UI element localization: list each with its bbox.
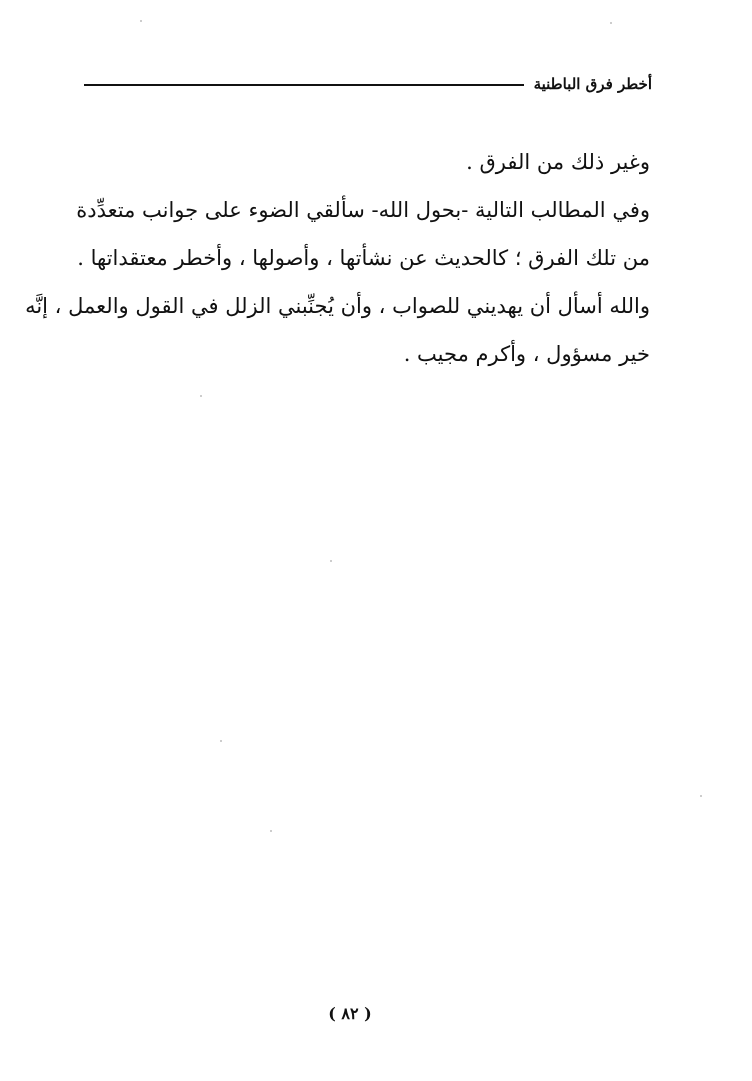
text-line: من تلك الفرق ؛ كالحديث عن نشأتها ، وأصولها ، وأخطر معتقداتها . [77,246,650,270]
text-line: وغير ذلك من الفرق . [466,150,650,174]
scan-speck [270,830,272,832]
running-header [84,66,652,102]
page-number: ( ٨٢ ) [328,1004,372,1023]
text-line: خير مسؤول ، وأكرم مجيب . [403,342,650,366]
scan-speck [200,395,202,397]
body-text [25,138,650,378]
scan-speck [700,795,702,797]
header-rule [84,84,524,86]
scan-speck [610,22,612,24]
scan-speck [330,560,332,562]
text-line: والله أسأل أن يهديني للصواب ، وأن يُجنِّبني الزلل في القول والعمل ، إنَّه [25,294,650,318]
scan-speck [140,20,142,22]
running-header-title: أخطر فرق الباطنية [533,75,652,93]
text-line: وفي المطالب التالية -بحول الله- سألقي الضوء على جوانب متعدِّدة [76,198,650,222]
scan-speck [220,740,222,742]
